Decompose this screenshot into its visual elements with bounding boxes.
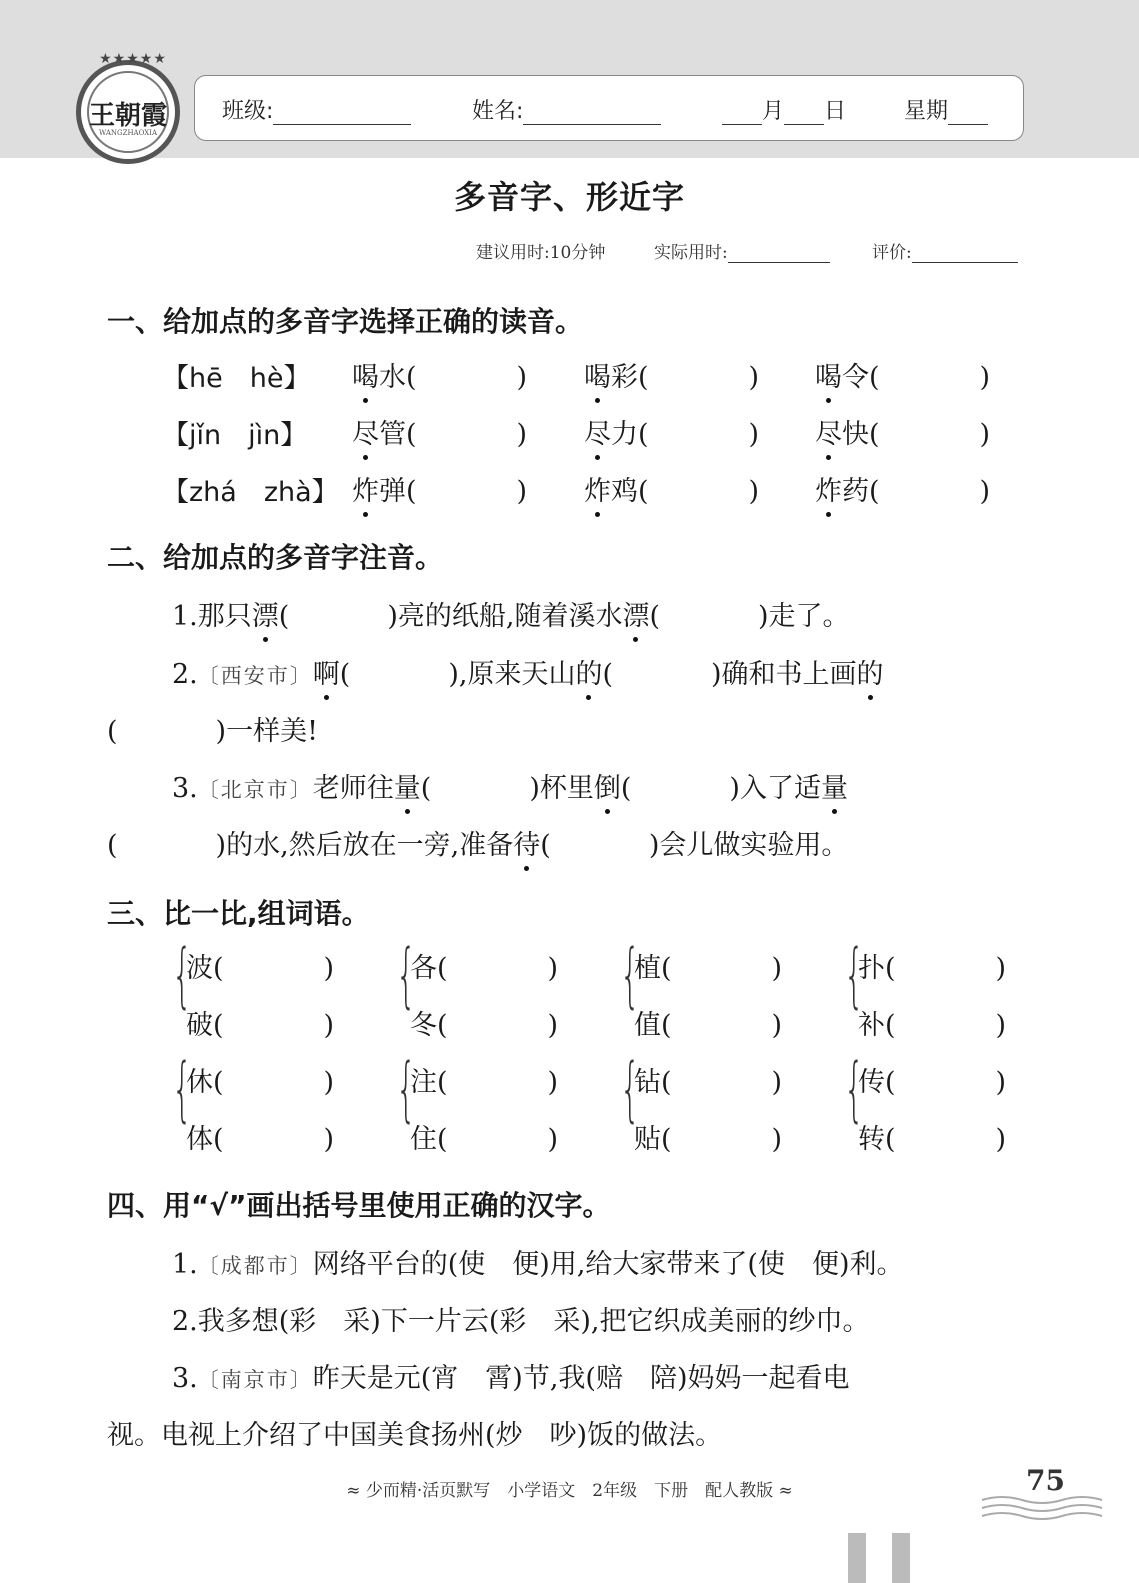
word-pair-item: 转( ) [858,1124,1007,1155]
s1-row3-options: 【zhá zhà】 [162,477,339,508]
char: 住 [410,1124,437,1155]
s2-question-2-cont: ( )一样美! [107,716,318,747]
dotted-char: 待 [513,823,540,862]
s4-question-3 [172,1356,849,1395]
s2-question-3-cont: ( )的水,然后放在一旁,准备待( )会儿做实验用。 [107,823,848,862]
char: 体 [186,1124,213,1155]
question-number: 3. [172,1363,198,1394]
month-blank[interactable] [722,100,762,125]
question-number: 1. [172,601,198,632]
word-pair-item: 注( ) [410,1067,559,1098]
city-tag: 〔西安市〕 [197,664,313,688]
binding-mark [848,1533,866,1583]
word-pair-item: 破( ) [186,1010,335,1041]
char: 传 [858,1067,885,1098]
dotted-char: 倒 [594,766,621,805]
section-1-heading: 一、给加点的多音字选择正确的读音。 [107,305,584,338]
word-pair-item: 冬( ) [410,1010,559,1041]
dotted-char: 量 [821,766,848,805]
text[interactable]: 网络平台的(使 便)用,给大家带来了(使 便)利。 [312,1249,904,1280]
char: 鸡 [611,476,638,507]
logo-name: 王朝霞 [88,101,167,131]
s4-question-2 [172,1299,869,1338]
char: 贴 [634,1124,661,1155]
char: 补 [858,1010,885,1041]
dotted-char: 啊 [313,652,340,691]
brace-icon: { [844,934,865,1016]
s1-item: 尽快( ) [815,412,990,451]
s1-item: 尽管( ) [352,412,527,451]
brace-icon: { [844,1048,865,1130]
wave-decoration [978,1492,1118,1526]
brace-icon: { [172,1048,193,1130]
binding-mark [892,1533,910,1583]
word-pair-item: 各( ) [410,953,559,984]
section-4-heading: 四、用“√”画出括号里使用正确的汉字。 [107,1189,611,1222]
text: ,原来天山 [458,659,576,690]
city-tag: 〔北京市〕 [197,778,313,802]
text: 会儿做实验用。 [659,830,849,861]
s1-item: 喝水( ) [352,355,527,394]
word-pair-item: 植( ) [634,953,783,984]
date-field[interactable] [722,94,846,125]
char: 快 [842,419,869,450]
weekday-label: 星期 [904,99,949,124]
class-field[interactable] [222,94,411,125]
dotted-char: 喝 [584,355,611,394]
word-pair-item: 值( ) [634,1010,783,1041]
text: 那只 [197,601,252,632]
question-number: 3. [172,773,198,804]
char: 转 [858,1124,885,1155]
text: 入了适 [739,773,821,804]
dotted-char: 喝 [815,355,842,394]
word-pair-item: 体( ) [186,1124,335,1155]
dotted-char: 尽 [584,412,611,451]
dotted-char: 炸 [815,469,842,508]
word-pair-item: 住( ) [410,1124,559,1155]
char: 各 [410,953,437,984]
s2-question-2: 2.〔西安市〕啊( ),原来天山的( )确和书上画的 [172,652,884,691]
city-tag: 〔成都市〕 [197,1254,313,1278]
s4-question-1 [172,1242,903,1281]
char: 波 [186,953,213,984]
dotted-char: 量 [394,766,421,805]
month-label: 月 [762,99,785,124]
brace-icon: { [620,934,641,1016]
brace-icon: { [620,1048,641,1130]
char: 冬 [410,1010,437,1041]
s4-question-3-cont[interactable]: 视。电视上介绍了中国美食扬州(炒 吵)饭的做法。 [107,1420,723,1451]
text: 走了。 [768,601,850,632]
char: 钻 [634,1067,661,1098]
city-tag: 〔南京市〕 [197,1368,313,1392]
rating-label: 评价: [872,243,912,263]
question-number: 2. [172,1306,198,1337]
footer-text: ≈ 少而精·活页默写 小学语文 2年级 下册 配人教版 ≈ [346,1481,793,1501]
word-pair-item: 补( ) [858,1010,1007,1041]
char: 弹 [379,476,406,507]
s1-item: 喝彩( ) [584,355,759,394]
dotted-char: 尽 [815,412,842,451]
text: 杯里 [539,773,594,804]
name-blank[interactable] [523,100,661,125]
word-pair-item: 传( ) [858,1067,1007,1098]
word-pair-item: 钻( ) [634,1067,783,1098]
actual-time-label: 实际用时: [654,243,728,263]
text: 确和书上画 [721,659,857,690]
logo-subtext: WANGZHAOXIA [98,129,158,137]
actual-time [654,238,830,263]
char: 破 [186,1010,213,1041]
page-number: 75 [1026,1464,1065,1497]
char: 休 [186,1067,213,1098]
section-3-heading: 三、比一比,组词语。 [107,897,370,930]
day-blank[interactable] [784,100,824,125]
text: 老师往 [312,773,394,804]
class-label: 班级: [222,99,274,124]
suggested-time: 建议用时:10分钟 [476,243,606,263]
brace-icon: { [396,934,417,1016]
char: 彩 [611,362,638,393]
s1-item: 炸药( ) [815,469,990,508]
text: 一样美! [226,716,318,747]
logo-stars: ★★★★★ [99,51,167,67]
question-number: 1. [172,1249,198,1280]
char: 扑 [858,953,885,984]
day-label: 日 [824,99,847,124]
s2-question-1: 1.那只漂( )亮的纸船,随着溪水漂( )走了。 [172,594,850,633]
s1-item: 尽力( ) [584,412,759,451]
s1-item: 炸弹( ) [352,469,527,508]
class-blank[interactable] [273,100,411,125]
dotted-char: 炸 [352,469,379,508]
name-field[interactable] [472,94,661,125]
char: 注 [410,1067,437,1098]
actual-time-blank[interactable] [728,242,830,263]
page-title: 多音字、形近字 [453,178,685,216]
word-pair-item: 休( ) [186,1067,335,1098]
word-pair-item: 波( ) [186,953,335,984]
name-label: 姓名: [472,99,524,124]
dotted-char: 喝 [352,355,379,394]
char: 力 [611,419,638,450]
char: 值 [634,1010,661,1041]
section-2-heading: 二、给加点的多音字注音。 [107,541,444,574]
dotted-char: 的 [857,652,884,691]
dotted-char: 漂 [252,594,279,633]
weekday-blank[interactable] [948,100,988,125]
dotted-char: 漂 [622,594,649,633]
word-pair-item: 贴( ) [634,1124,783,1155]
s1-item: 炸鸡( ) [584,469,759,508]
weekday-field[interactable] [904,94,988,125]
s1-item: 喝令( ) [815,355,990,394]
rating-blank[interactable] [912,242,1018,263]
text: 亮的纸船,随着溪水 [397,601,623,632]
char: 令 [842,362,869,393]
question-number: 2. [172,659,198,690]
char: 药 [842,476,869,507]
rating [872,238,1018,263]
brace-icon: { [396,1048,417,1130]
text[interactable]: 我多想(彩 采)下一片云(彩 采),把它织成美丽的纱巾。 [197,1306,870,1337]
s1-row2-options: 【jǐn jìn】 [162,420,308,451]
text[interactable]: 昨天是元(宵 霄)节,我(赔 陪)妈妈一起看电 [312,1363,850,1394]
char: 水 [379,362,406,393]
s2-question-3: 3.〔北京市〕老师往量( )杯里倒( )入了适量 [172,766,848,805]
s1-row1-options: 【hē hè】 [162,363,311,394]
text: 的水,然后放在一旁,准备 [226,830,514,861]
char: 植 [634,953,661,984]
dotted-char: 尽 [352,412,379,451]
word-pair-item: 扑( ) [858,953,1007,984]
brace-icon: { [172,934,193,1016]
dotted-char: 炸 [584,469,611,508]
char: 管 [379,419,406,450]
dotted-char: 的 [575,652,602,691]
brand-logo [76,51,180,164]
